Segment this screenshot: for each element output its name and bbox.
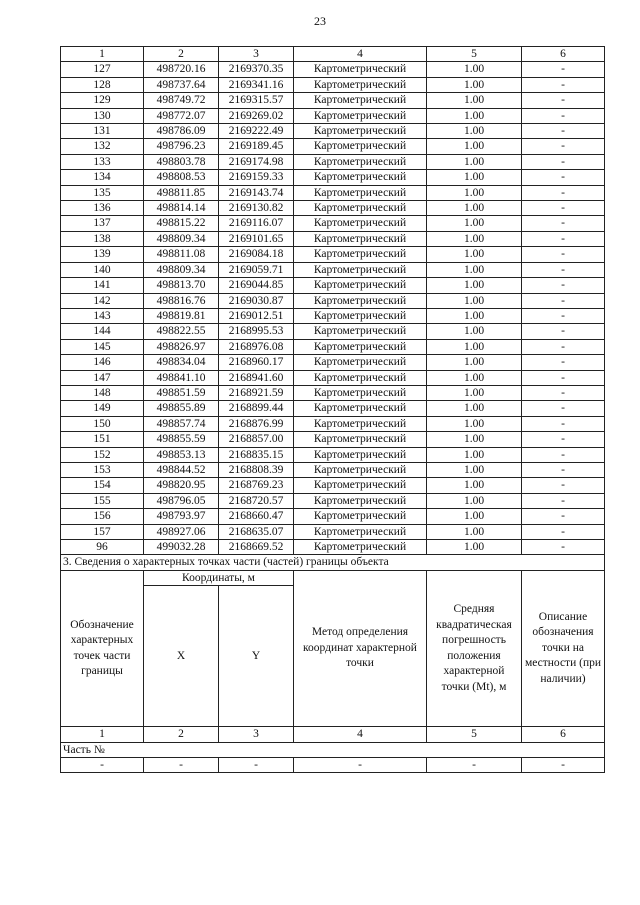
coord-y: 2168808.39 (219, 462, 294, 477)
coord-y: 2169130.82 (219, 201, 294, 216)
table-row (61, 231, 605, 246)
coord-x: 498855.89 (144, 401, 219, 416)
header-method: Метод определения координат характерной точки (294, 570, 427, 726)
point-number: 150 (61, 416, 144, 431)
section-3-title-row (61, 555, 605, 570)
table-row (61, 447, 605, 462)
description: - (522, 432, 605, 447)
coord-x: 498796.23 (144, 139, 219, 154)
table-row (61, 77, 605, 92)
description: - (522, 401, 605, 416)
point-number: 131 (61, 124, 144, 139)
table-row (61, 278, 605, 293)
method: Картометрический (294, 293, 427, 308)
table-row (61, 308, 605, 323)
method: Картометрический (294, 462, 427, 477)
method: Картометрический (294, 493, 427, 508)
method: Картометрический (294, 201, 427, 216)
coord-y: 2169189.45 (219, 139, 294, 154)
mean-error: 1.00 (427, 154, 522, 169)
point-number: 154 (61, 478, 144, 493)
col-number: 6 (522, 47, 605, 62)
point-number: 137 (61, 216, 144, 231)
table-row (61, 324, 605, 339)
coord-x: 498772.07 (144, 108, 219, 123)
coord-y: 2168857.00 (219, 432, 294, 447)
empty-cell: - (219, 758, 294, 773)
point-number: 156 (61, 509, 144, 524)
point-number: 143 (61, 308, 144, 323)
mean-error: 1.00 (427, 324, 522, 339)
table-row (61, 462, 605, 477)
coord-y: 2168899.44 (219, 401, 294, 416)
coord-x: 498720.16 (144, 62, 219, 77)
method: Картометрический (294, 77, 427, 92)
coord-x: 498927.06 (144, 524, 219, 539)
mean-error: 1.00 (427, 370, 522, 385)
coord-x: 498826.97 (144, 339, 219, 354)
coord-x: 498808.53 (144, 170, 219, 185)
table-row (61, 432, 605, 447)
mean-error: 1.00 (427, 77, 522, 92)
coord-x: 498834.04 (144, 355, 219, 370)
description: - (522, 339, 605, 354)
section-3-column-number-row (61, 727, 605, 742)
description: - (522, 324, 605, 339)
mean-error: 1.00 (427, 401, 522, 416)
description: - (522, 154, 605, 169)
method: Картометрический (294, 278, 427, 293)
mean-error: 1.00 (427, 478, 522, 493)
coord-y: 2169101.65 (219, 231, 294, 246)
mean-error: 1.00 (427, 308, 522, 323)
coord-y: 2168941.60 (219, 370, 294, 385)
point-number: 144 (61, 324, 144, 339)
mean-error: 1.00 (427, 540, 522, 555)
point-number: 152 (61, 447, 144, 462)
empty-cell: - (294, 758, 427, 773)
coord-x: 498811.85 (144, 185, 219, 200)
col-number: 4 (294, 727, 427, 742)
table-row (61, 247, 605, 262)
point-number: 140 (61, 262, 144, 277)
table-row (61, 124, 605, 139)
table-row (61, 93, 605, 108)
coord-x: 498855.59 (144, 432, 219, 447)
point-number: 128 (61, 77, 144, 92)
mean-error: 1.00 (427, 447, 522, 462)
description: - (522, 170, 605, 185)
mean-error: 1.00 (427, 509, 522, 524)
table-row (61, 185, 605, 200)
point-number: 153 (61, 462, 144, 477)
description: - (522, 462, 605, 477)
table-row (61, 293, 605, 308)
coordinates-table (60, 46, 605, 773)
mean-error: 1.00 (427, 124, 522, 139)
description: - (522, 416, 605, 431)
coord-x: 498814.14 (144, 201, 219, 216)
mean-error: 1.00 (427, 416, 522, 431)
coord-y: 2168876.99 (219, 416, 294, 431)
method: Картометрический (294, 93, 427, 108)
description: - (522, 93, 605, 108)
table-row (61, 339, 605, 354)
col-number: 5 (427, 47, 522, 62)
method: Картометрический (294, 247, 427, 262)
method: Картометрический (294, 108, 427, 123)
method: Картометрический (294, 416, 427, 431)
description: - (522, 201, 605, 216)
mean-error: 1.00 (427, 355, 522, 370)
method: Картометрический (294, 139, 427, 154)
description: - (522, 262, 605, 277)
point-number: 135 (61, 185, 144, 200)
mean-error: 1.00 (427, 139, 522, 154)
col-number: 3 (219, 727, 294, 742)
mean-error: 1.00 (427, 93, 522, 108)
col-number: 5 (427, 727, 522, 742)
mean-error: 1.00 (427, 247, 522, 262)
col-number: 3 (219, 47, 294, 62)
coord-y: 2169084.18 (219, 247, 294, 262)
coord-y: 2168720.57 (219, 493, 294, 508)
point-number: 148 (61, 385, 144, 400)
coord-x: 498822.55 (144, 324, 219, 339)
col-number: 2 (144, 47, 219, 62)
col-number: 6 (522, 727, 605, 742)
table-row (61, 62, 605, 77)
empty-cell: - (427, 758, 522, 773)
method: Картометрический (294, 231, 427, 246)
point-number: 155 (61, 493, 144, 508)
description: - (522, 124, 605, 139)
table-row (61, 170, 605, 185)
header-description: Описание обозначения точки на местности (при наличии) (522, 570, 605, 726)
mean-error: 1.00 (427, 462, 522, 477)
method: Картометрический (294, 524, 427, 539)
table-row (61, 139, 605, 154)
coord-y: 2168960.17 (219, 355, 294, 370)
section-3-title: 3. Сведения о характерных точках части (частей) границы объекта (61, 555, 605, 570)
method: Картометрический (294, 355, 427, 370)
coord-y: 2168921.59 (219, 385, 294, 400)
empty-cell: - (144, 758, 219, 773)
point-number: 134 (61, 170, 144, 185)
coord-x: 498815.22 (144, 216, 219, 231)
table-row (61, 509, 605, 524)
table-row (61, 416, 605, 431)
coord-x: 498749.72 (144, 93, 219, 108)
table-row (61, 524, 605, 539)
coord-y: 2168635.07 (219, 524, 294, 539)
mean-error: 1.00 (427, 62, 522, 77)
header-coordinates: Координаты, м (144, 570, 294, 585)
coord-y: 2168660.47 (219, 509, 294, 524)
method: Картометрический (294, 308, 427, 323)
coord-x: 498786.09 (144, 124, 219, 139)
point-number: 130 (61, 108, 144, 123)
coord-x: 498809.34 (144, 231, 219, 246)
header-point-designation: Обозначение характерных точек части границы (61, 570, 144, 726)
method: Картометрический (294, 370, 427, 385)
description: - (522, 139, 605, 154)
part-label: Часть № (61, 742, 605, 757)
header-x: X (144, 586, 219, 727)
description: - (522, 231, 605, 246)
method: Картометрический (294, 540, 427, 555)
table-row (61, 370, 605, 385)
point-number: 145 (61, 339, 144, 354)
point-number: 127 (61, 62, 144, 77)
coord-x: 498816.76 (144, 293, 219, 308)
point-number: 139 (61, 247, 144, 262)
mean-error: 1.00 (427, 432, 522, 447)
coord-y: 2169012.51 (219, 308, 294, 323)
point-number: 133 (61, 154, 144, 169)
method: Картометрический (294, 478, 427, 493)
mean-error: 1.00 (427, 493, 522, 508)
method: Картометрический (294, 124, 427, 139)
point-number: 132 (61, 139, 144, 154)
header-error: Средняя квадратическая погрешность положения характерной точки (Mt), м (427, 570, 522, 726)
coord-x: 498809.34 (144, 262, 219, 277)
mean-error: 1.00 (427, 293, 522, 308)
point-number: 141 (61, 278, 144, 293)
description: - (522, 540, 605, 555)
coord-y: 2169315.57 (219, 93, 294, 108)
coord-x: 498819.81 (144, 308, 219, 323)
description: - (522, 509, 605, 524)
point-number: 151 (61, 432, 144, 447)
description: - (522, 493, 605, 508)
coord-x: 498853.13 (144, 447, 219, 462)
description: - (522, 355, 605, 370)
part-label-row (61, 742, 605, 757)
coord-x: 498796.05 (144, 493, 219, 508)
col-number: 1 (61, 47, 144, 62)
coord-x: 498844.52 (144, 462, 219, 477)
point-number: 138 (61, 231, 144, 246)
point-number: 147 (61, 370, 144, 385)
column-number-row (61, 47, 605, 62)
point-number: 157 (61, 524, 144, 539)
description: - (522, 447, 605, 462)
description: - (522, 278, 605, 293)
mean-error: 1.00 (427, 185, 522, 200)
coord-y: 2169030.87 (219, 293, 294, 308)
col-number: 4 (294, 47, 427, 62)
description: - (522, 108, 605, 123)
description: - (522, 293, 605, 308)
mean-error: 1.00 (427, 385, 522, 400)
table-row (61, 540, 605, 555)
coord-x: 498820.95 (144, 478, 219, 493)
description: - (522, 247, 605, 262)
coord-x: 498793.97 (144, 509, 219, 524)
method: Картометрический (294, 324, 427, 339)
method: Картометрический (294, 447, 427, 462)
coord-y: 2169174.98 (219, 154, 294, 169)
method: Картометрический (294, 216, 427, 231)
coord-x: 498803.78 (144, 154, 219, 169)
coord-x: 498851.59 (144, 385, 219, 400)
point-number: 149 (61, 401, 144, 416)
table-row (61, 493, 605, 508)
mean-error: 1.00 (427, 108, 522, 123)
description: - (522, 62, 605, 77)
coord-y: 2168669.52 (219, 540, 294, 555)
table-row (61, 201, 605, 216)
point-number: 142 (61, 293, 144, 308)
coord-x: 498813.70 (144, 278, 219, 293)
empty-cell: - (61, 758, 144, 773)
point-number: 129 (61, 93, 144, 108)
coord-y: 2169116.07 (219, 216, 294, 231)
method: Картометрический (294, 262, 427, 277)
description: - (522, 308, 605, 323)
method: Картометрический (294, 170, 427, 185)
point-number: 136 (61, 201, 144, 216)
coord-y: 2169370.35 (219, 62, 294, 77)
method: Картометрический (294, 432, 427, 447)
description: - (522, 385, 605, 400)
coord-y: 2169059.71 (219, 262, 294, 277)
coord-y: 2168835.15 (219, 447, 294, 462)
point-number: 146 (61, 355, 144, 370)
col-number: 2 (144, 727, 219, 742)
table-row (61, 355, 605, 370)
method: Картометрический (294, 385, 427, 400)
method: Картометрический (294, 185, 427, 200)
mean-error: 1.00 (427, 216, 522, 231)
table-row (61, 154, 605, 169)
empty-row (61, 758, 605, 773)
coord-y: 2169044.85 (219, 278, 294, 293)
method: Картометрический (294, 509, 427, 524)
method: Картометрический (294, 154, 427, 169)
description: - (522, 370, 605, 385)
mean-error: 1.00 (427, 201, 522, 216)
section-3-header-row (61, 570, 605, 585)
coord-y: 2169269.02 (219, 108, 294, 123)
coord-x: 498841.10 (144, 370, 219, 385)
coord-y: 2169143.74 (219, 185, 294, 200)
coord-y: 2169159.33 (219, 170, 294, 185)
mean-error: 1.00 (427, 262, 522, 277)
method: Картометрический (294, 339, 427, 354)
description: - (522, 77, 605, 92)
coord-y: 2168769.23 (219, 478, 294, 493)
coord-x: 498737.64 (144, 77, 219, 92)
table-row (61, 401, 605, 416)
table-row (61, 262, 605, 277)
coord-x: 499032.28 (144, 540, 219, 555)
coord-y: 2168976.08 (219, 339, 294, 354)
table-row (61, 216, 605, 231)
mean-error: 1.00 (427, 339, 522, 354)
mean-error: 1.00 (427, 524, 522, 539)
mean-error: 1.00 (427, 231, 522, 246)
coord-x: 498857.74 (144, 416, 219, 431)
table-row (61, 385, 605, 400)
point-rows (61, 62, 605, 555)
table-row (61, 108, 605, 123)
header-y: Y (219, 586, 294, 727)
description: - (522, 216, 605, 231)
point-number: 96 (61, 540, 144, 555)
description: - (522, 478, 605, 493)
description: - (522, 524, 605, 539)
coord-x: 498811.08 (144, 247, 219, 262)
coord-y: 2168995.53 (219, 324, 294, 339)
mean-error: 1.00 (427, 278, 522, 293)
coord-y: 2169341.16 (219, 77, 294, 92)
page-number: 23 (314, 14, 326, 28)
mean-error: 1.00 (427, 170, 522, 185)
method: Картометрический (294, 62, 427, 77)
description: - (522, 185, 605, 200)
empty-cell: - (522, 758, 605, 773)
col-number: 1 (61, 727, 144, 742)
method: Картометрический (294, 401, 427, 416)
coord-y: 2169222.49 (219, 124, 294, 139)
table-row (61, 478, 605, 493)
